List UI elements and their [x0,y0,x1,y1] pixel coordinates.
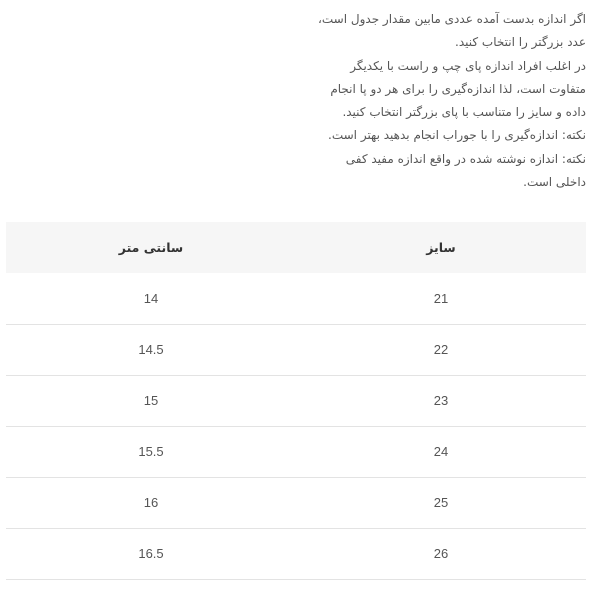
table-row [6,273,586,324]
note-line: عدد بزرگتر را انتخاب کنید. [455,35,586,50]
size-cell: 22 [433,342,449,357]
cm-cell: 16.5 [138,546,164,561]
note-line: اگر اندازه بدست آمده عددی مابین مقدار جدول است، [318,12,586,26]
note-line: داده و سایز را متناسب با پای بزرگتر انتخاب کنید. [342,105,586,120]
note-line: نکته: اندازه نوشته شده در واقع اندازه مفید کفی [345,151,586,166]
size-cell: 23 [433,393,449,408]
table-header [6,222,586,273]
size-guide-notes [318,8,586,194]
size-cell: 24 [433,444,449,459]
table-row [6,324,586,375]
column-header-cm: سانتی متر [118,240,184,255]
table-body [6,273,586,579]
note-line: متفاوت است، لذا اندازه‌گیری را برای هر دو پا انجام [330,81,586,96]
column-header-size: سایز [426,240,456,255]
size-cell: 25 [433,495,449,510]
table-row [6,477,586,528]
cm-cell: 14.5 [138,342,164,357]
cm-cell: 15.5 [138,444,164,459]
size-cell: 26 [433,546,449,561]
note-line: نکته: اندازه‌گیری را با جوراب انجام بدهید بهتر است. [328,128,586,143]
table-row [6,375,586,426]
cm-cell: 16 [143,495,159,510]
size-cell: 21 [433,290,449,306]
table-row [6,528,586,579]
size-chart-table [6,222,586,580]
note-line: داخلی است. [523,175,586,190]
cm-cell: 14 [143,290,159,306]
cm-cell: 15 [143,393,159,408]
table-row [6,426,586,477]
note-line: در اغلب افراد اندازه پای چپ و راست با یکدیگر [350,58,586,73]
table-header-row [6,222,586,273]
